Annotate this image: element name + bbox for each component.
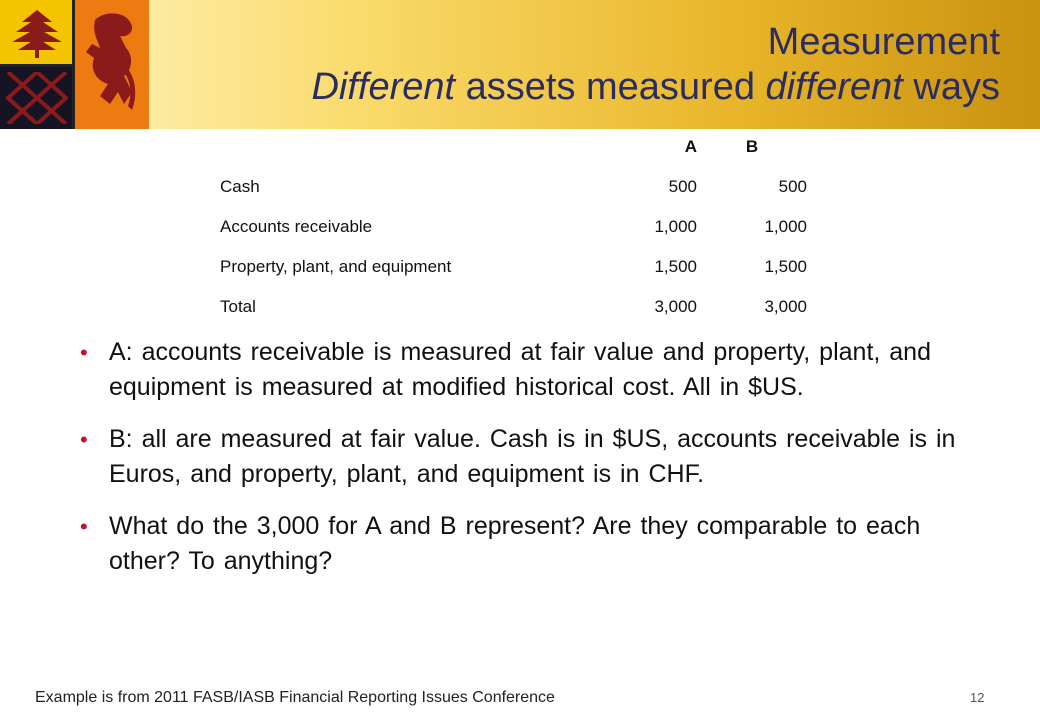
page-number: 12 <box>970 690 985 705</box>
value-a: 1,500 <box>654 257 697 276</box>
row-label: Cash <box>220 177 260 196</box>
bullet-text: A: accounts receivable is measured at fair value and property, plant, and equipment is measured at modified historical cost. All in $US. <box>109 338 931 401</box>
university-crest <box>0 0 149 129</box>
row-label: Total <box>220 297 256 316</box>
column-header-b: B <box>745 137 759 156</box>
measurement-table <box>210 127 816 327</box>
value-a: 500 <box>668 177 697 196</box>
table-header-row <box>210 127 816 167</box>
footer-source-note: Example is from 2011 FASB/IASB Financial Reporting Issues Conference <box>35 689 555 706</box>
table-row <box>210 167 816 207</box>
title-emphasis-different-2: different <box>765 66 903 108</box>
table-row <box>210 287 816 327</box>
table-row <box>210 207 816 247</box>
value-b: 3,000 <box>764 297 807 316</box>
title-line-2 <box>311 65 1000 110</box>
bullet-item <box>80 509 980 579</box>
row-label: Accounts receivable <box>220 217 373 236</box>
bullet-text: What do the 3,000 for A and B represent? Are they comparable to each other? To anything? <box>109 512 921 575</box>
column-header-a: A <box>684 137 697 156</box>
bullet-marker-icon: • <box>80 514 88 539</box>
bullet-item <box>80 422 980 492</box>
bullet-marker-icon: • <box>80 340 88 365</box>
table-row <box>210 247 816 287</box>
value-b: 1,500 <box>764 257 807 276</box>
bullet-text: B: all are measured at fair value. Cash is in $US, accounts receivable is in Euros, and property, plant, and equipment is in CHF. <box>109 425 956 488</box>
bullet-item <box>80 335 980 405</box>
title-banner <box>0 0 1040 129</box>
title-text-end: ways <box>902 66 1000 108</box>
value-b: 1,000 <box>764 217 807 236</box>
value-a: 1,000 <box>654 217 697 236</box>
value-a: 3,000 <box>654 297 697 316</box>
title-line-1: Measurement <box>767 21 1000 63</box>
value-b: 500 <box>778 177 807 196</box>
slide-title <box>311 20 1000 110</box>
crest-graphic <box>0 0 149 129</box>
title-text-middle: assets measured <box>455 66 766 108</box>
title-emphasis-different: Different <box>311 66 456 108</box>
bullet-marker-icon: • <box>80 427 88 452</box>
row-label: Property, plant, and equipment <box>220 257 452 276</box>
bullet-list <box>80 335 980 596</box>
